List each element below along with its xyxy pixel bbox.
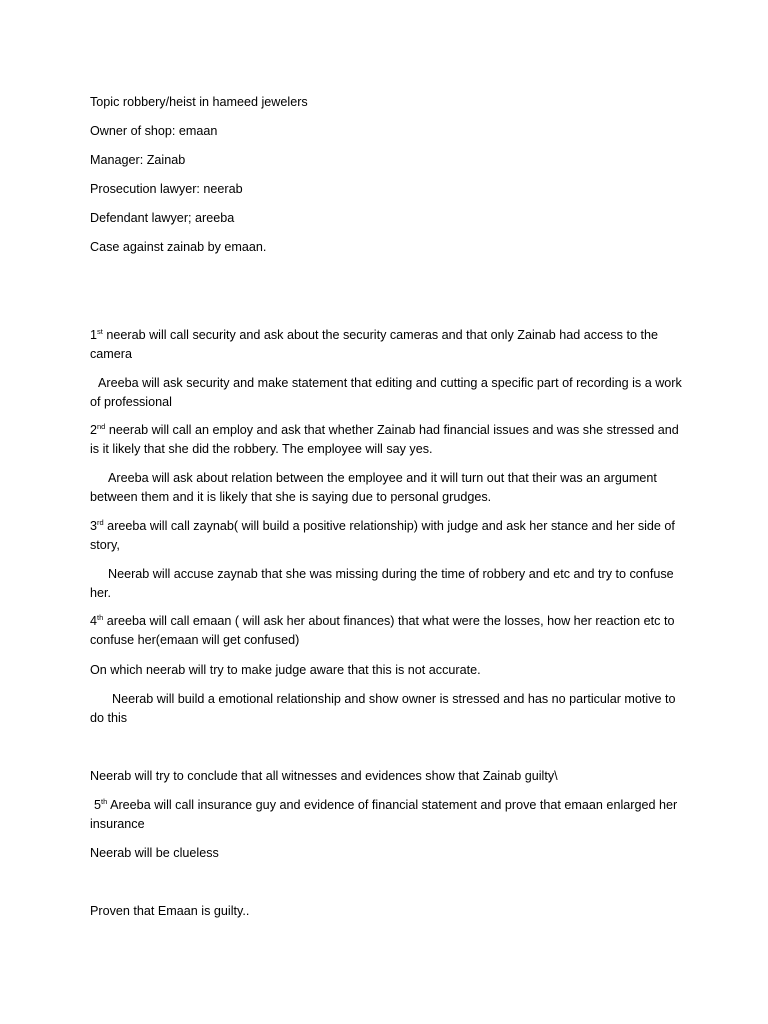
step-1-paragraph bbox=[90, 326, 690, 363]
verdict-line: Proven that Emaan is guilty.. bbox=[90, 904, 250, 918]
step-3-text: areeba will call zaynab( will build a positive relationship) with judge and ask her stance and her side of story, bbox=[90, 519, 675, 552]
step-1-reply-paragraph: Areeba will ask security and make statement that editing and cutting a specific part of recording is a work of professional bbox=[90, 376, 682, 409]
step-2-paragraph bbox=[90, 421, 690, 458]
step-3-reply-paragraph: Neerab will accuse zaynab that she was missing during the time of robbery and etc and try to confuse her. bbox=[90, 567, 674, 600]
step-5-ordinal: th bbox=[101, 796, 108, 806]
step-1-text: neerab will call security and ask about the security cameras and that only Zainab had access to the camera bbox=[90, 328, 658, 361]
manager-line: Manager: Zainab bbox=[90, 153, 186, 167]
step-3-ordinal: rd bbox=[97, 517, 104, 527]
step-3-paragraph bbox=[90, 517, 690, 554]
conclusion-paragraph: Neerab will try to conclude that all witnesses and evidences show that Zainab guilty\ bbox=[90, 769, 558, 783]
defendant-line: Defendant lawyer; areeba bbox=[90, 211, 235, 225]
step-5-number: 5 bbox=[94, 798, 102, 812]
step-3-number: 3 bbox=[90, 519, 98, 533]
topic-line: Topic robbery/heist in hameed jewelers bbox=[90, 95, 308, 109]
step-2-ordinal: nd bbox=[97, 421, 106, 431]
step-4-text: areeba will call emaan ( will ask her about finances) that what were the losses, how her reaction etc to confuse her(emaan will get confused) bbox=[90, 614, 675, 647]
owner-line: Owner of shop: emaan bbox=[90, 124, 218, 138]
step-5-paragraph bbox=[90, 796, 690, 833]
step-2-number: 2 bbox=[90, 423, 98, 437]
step-4-paragraph bbox=[90, 612, 690, 649]
step-2-reply-paragraph: Areeba will ask about relation between the employee and it will turn out that their was an argument between them and it is likely that she is saying due to personal grudges. bbox=[90, 471, 657, 504]
step-5-text: Areeba will call insurance guy and evidence of financial statement and prove that emaan enlarged her insurance bbox=[90, 798, 678, 831]
step-4-ordinal: th bbox=[97, 612, 104, 622]
step-1-ordinal: st bbox=[97, 326, 103, 336]
step-1-number: 1 bbox=[90, 328, 98, 342]
step-4-reply-paragraph: On which neerab will try to make judge aware that this is not accurate. bbox=[90, 663, 481, 677]
step-4-number: 4 bbox=[90, 614, 98, 628]
step-2-text: neerab will call an employ and ask that whether Zainab had financial issues and was she stressed and is it likely that she did the robbery. The employee will say yes. bbox=[90, 423, 679, 456]
step-4-reply-2-paragraph: Neerab will build a emotional relationship and show owner is stressed and has no particular motive to do this bbox=[90, 692, 676, 725]
step-5-reply-paragraph: Neerab will be clueless bbox=[90, 846, 219, 860]
case-line: Case against zainab by emaan. bbox=[90, 240, 267, 254]
prosecution-line: Prosecution lawyer: neerab bbox=[90, 182, 243, 196]
